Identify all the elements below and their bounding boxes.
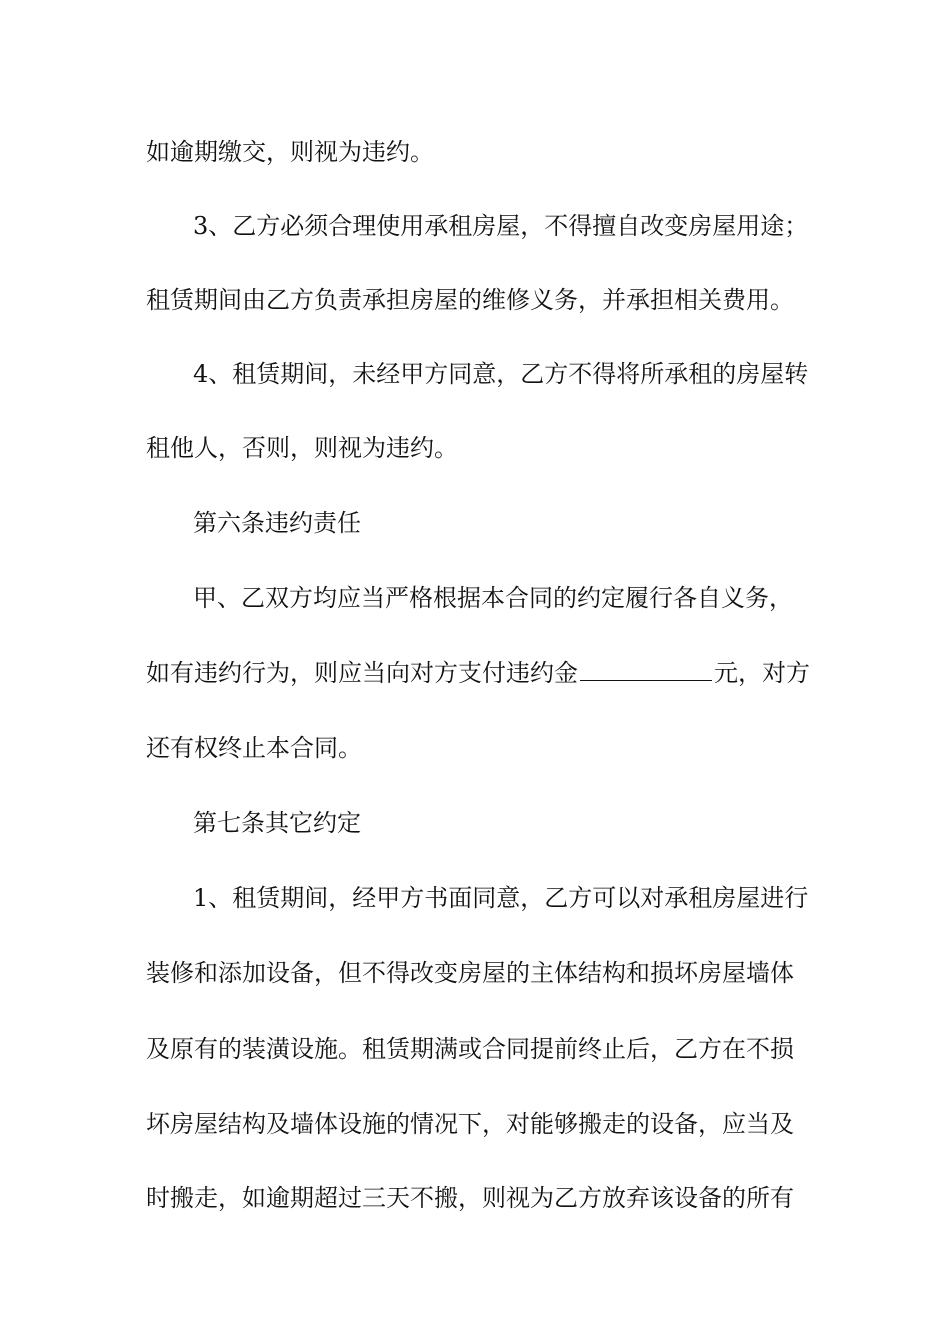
text-line: 如逾期缴交，则视为违约。 xyxy=(146,138,434,166)
text-segment: 如有违约行为，则应当向对方支付违约金 xyxy=(146,659,578,687)
text-line: 甲、乙双方均应当严格根据本合同的约定履行各自义务， xyxy=(193,584,793,612)
clause-3-line: 3、乙方必须合理使用承租房屋，不得擅自改变房屋用途； xyxy=(193,212,809,240)
article-6-heading: 第六条违约责任 xyxy=(193,509,361,537)
text-line: 租赁期间由乙方负责承担房屋的维修义务，并承担相关费用。 xyxy=(146,286,794,314)
text-line: 装修和添加设备，但不得改变房屋的主体结构和损坏房屋墙体 xyxy=(146,959,794,987)
text-line: 坏房屋结构及墙体设施的情况下，对能够搬走的设备，应当及 xyxy=(146,1110,794,1138)
article-7-heading: 第七条其它约定 xyxy=(193,809,361,837)
clause-4-line: 4、租赁期间，未经甲方同意，乙方不得将所承租的房屋转 xyxy=(193,360,809,388)
penalty-line xyxy=(146,658,810,688)
text-line: 时搬走，如逾期超过三天不搬，则视为乙方放弃该设备的所有 xyxy=(146,1184,794,1212)
text-line: 及原有的装潢设施。租赁期满或合同提前终止后，乙方在不损 xyxy=(146,1035,794,1063)
penalty-amount-blank xyxy=(580,658,712,681)
clause-1-line: 1、租赁期间，经甲方书面同意，乙方可以对承租房屋进行 xyxy=(193,884,809,912)
text-line: 还有权终止本合同。 xyxy=(146,734,362,762)
text-segment: 元，对方 xyxy=(714,659,810,687)
text-line: 租他人，否则，则视为违约。 xyxy=(146,434,458,462)
